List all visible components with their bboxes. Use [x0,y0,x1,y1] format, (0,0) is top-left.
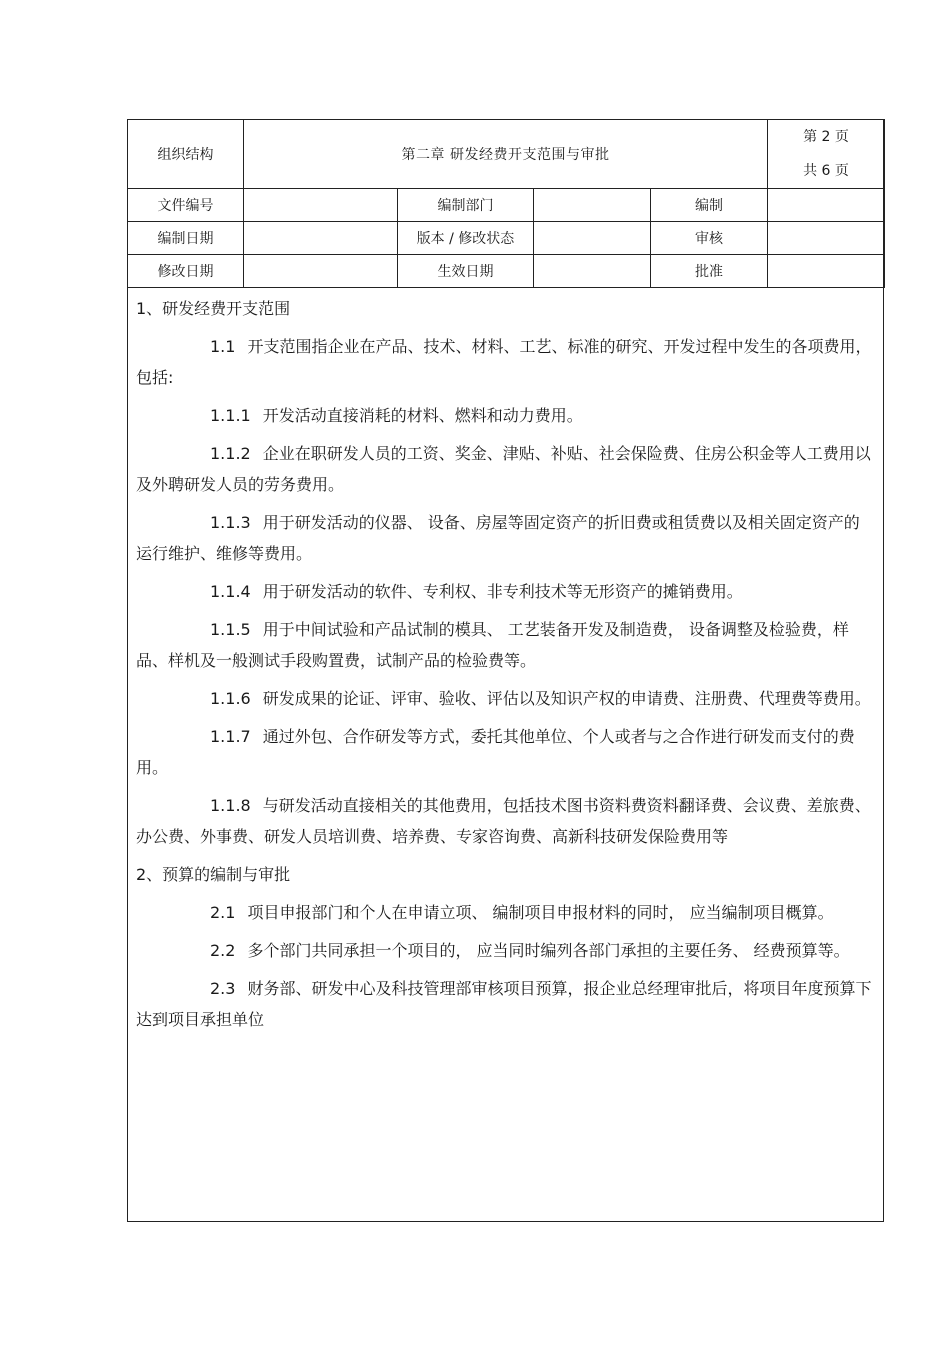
paragraph-1-1-6 [136,683,872,714]
paragraph-1-1-3 [136,507,872,569]
author-value [768,189,885,222]
clause-text: 项目申报部门和个人在申请立项、 编制项目申报材料的同时， 应当编制项目概算。 [247,903,834,922]
effective-date-label: 生效日期 [398,255,534,288]
clause-text: 用于研发活动的仪器、 设备、房屋等固定资产的折旧费或租赁费以及相关固定资产的运行维护、维修等费用。 [136,513,860,563]
date-label: 编制日期 [128,222,244,255]
meta-row-2 [128,222,885,255]
clause-number: 1.1.2 [210,444,251,463]
section-1-heading: 1、研发经费开支范围 [136,299,291,318]
clause-text: 用于研发活动的软件、专利权、非专利技术等无形资产的摊销费用。 [262,582,743,601]
meta-row-3 [128,255,885,288]
paragraph-1-1-4 [136,576,872,607]
date-value [244,222,398,255]
clause-number: 1.1.4 [210,582,251,601]
clause-number: 1.1.1 [210,406,251,425]
paragraph-1-1 [136,331,872,393]
clause-number: 1.1.7 [210,727,251,746]
clause-number: 2.2 [210,941,236,960]
version-label: 版本 / 修改状态 [398,222,534,255]
clause-number: 2.1 [210,903,236,922]
revision-date-value [244,255,398,288]
clause-text: 研发成果的论证、评审、验收、评估以及知识产权的申请费、注册费、代理费等费用。 [262,689,871,708]
paragraph-1-1-7 [136,721,872,783]
clause-text: 多个部门共同承担一个项目的， 应当同时编列各部门承担的主要任务、 经费预算等。 [247,941,850,960]
chapter-title: 第二章 研发经费开支范围与审批 [244,120,768,189]
section-2-heading: 2、预算的编制与审批 [136,865,291,884]
paragraph-1-1-1 [136,400,872,431]
doc-number-value [244,189,398,222]
document-body [127,290,884,1035]
clause-number: 1.1.6 [210,689,251,708]
effective-date-value [534,255,651,288]
org-structure-label: 组织结构 [128,120,244,189]
version-value [534,222,651,255]
clause-text: 通过外包、合作研发等方式，委托其他单位、个人或者与之合作进行研发而支付的费用。 [136,727,855,777]
meta-row-1 [128,189,885,222]
page-number: 第 2 页 [803,129,849,145]
page-info [768,120,885,189]
page-total: 共 6 页 [803,163,849,179]
clause-number: 1.1.8 [210,796,251,815]
clause-text: 开支范围指企业在产品、技术、材料、工艺、标准的研究、开发过程中发生的各项费用，包括: [136,337,872,387]
paragraph-2-3 [136,973,872,1035]
clause-text: 与研发活动直接相关的其他费用，包括技术图书资料费资料翻译费、会议费、差旅费、办公费、外事费、研发人员培训费、培养费、专家咨询费、高新科技研发保险费用等 [136,796,871,846]
doc-number-label: 文件编号 [128,189,244,222]
paragraph-1-1-2 [136,438,872,500]
paragraph-2-2 [136,935,872,966]
review-label: 审核 [651,222,768,255]
paragraph-1-1-5 [136,614,872,676]
author-label: 编制 [651,189,768,222]
clause-number: 1.1.5 [210,620,251,639]
approve-value [768,255,885,288]
revision-date-label: 修改日期 [128,255,244,288]
clause-number: 1.1.3 [210,513,251,532]
clause-text: 财务部、研发中心及科技管理部审核项目预算，报企业总经理审批后，将项目年度预算下达到项目承担单位 [136,979,872,1029]
paragraph-2-1 [136,897,872,928]
clause-text: 开发活动直接消耗的材料、燃料和动力费用。 [262,406,583,425]
clause-text: 企业在职研发人员的工资、奖金、津贴、补贴、社会保险费、住房公积金等人工费用以及外聘研发人员的劳务费用。 [136,444,871,494]
paragraph-1-1-8 [136,790,872,852]
clause-number: 1.1 [210,337,236,356]
title-row [128,120,885,189]
clause-number: 2.3 [210,979,236,998]
clause-text: 用于中间试验和产品试制的模具、 工艺装备开发及制造费， 设备调整及检验费，样品、样机及一般测试手段购置费，试制产品的检验费等。 [136,620,849,670]
review-value [768,222,885,255]
dept-label: 编制部门 [398,189,534,222]
dept-value [534,189,651,222]
approve-label: 批准 [651,255,768,288]
document-header-table [127,119,885,288]
